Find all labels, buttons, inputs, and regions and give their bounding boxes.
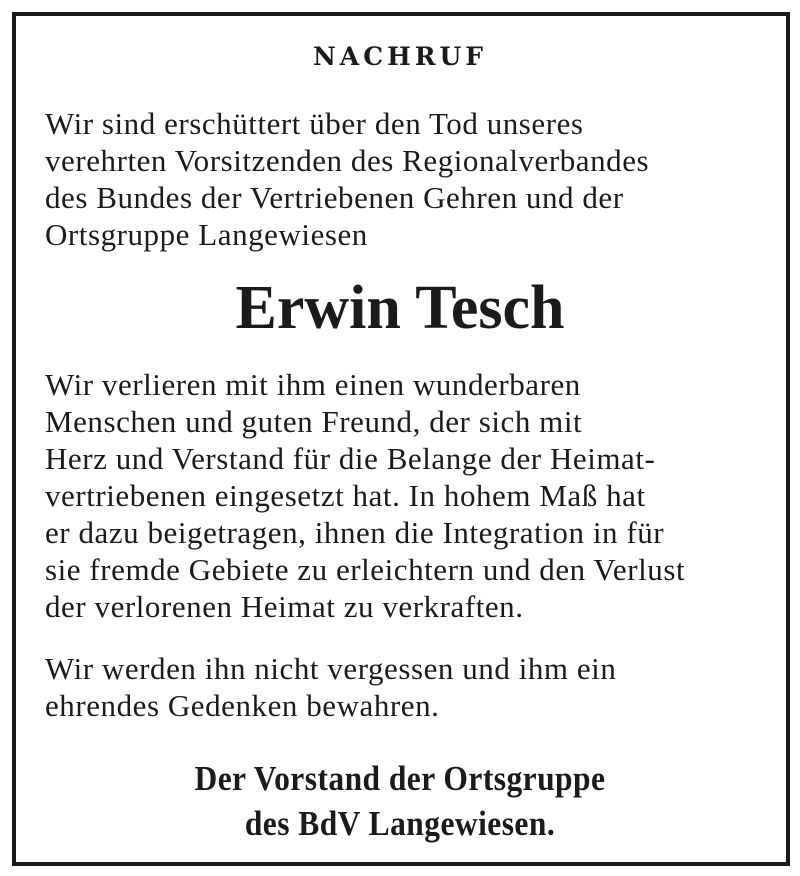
signature-block [0, 756, 800, 846]
closing-line: Wir werden ihn nicht vergessen und ihm ein [45, 651, 617, 686]
intro-line: verehrten Vorsitzenden des Regionalverbandes [45, 143, 650, 178]
intro-line: des Bundes der Vertriebenen Gehren und der [45, 180, 624, 215]
intro-paragraph [45, 105, 765, 253]
body-line: vertriebenen eingesetzt hat. In hohem Maß hat [45, 478, 646, 513]
closing-line: ehrendes Gedenken bewahren. [45, 688, 440, 723]
closing-paragraph [45, 650, 765, 724]
deceased-name: Erwin Tesch [235, 274, 565, 342]
intro-line: Ortsgruppe Langewiesen [45, 217, 368, 252]
signature-line: Der Vorstand der Ortsgruppe [194, 759, 606, 798]
intro-line: Wir sind erschüttert über den Tod unseres [45, 106, 584, 141]
signature-line: des BdV Langewiesen. [244, 804, 556, 843]
body-line: der verlorenen Heimat zu verkraften. [45, 589, 524, 624]
body-line: sie fremde Gebiete zu erleichtern und den Verlust [45, 552, 686, 587]
notice-heading: NACHRUF [312, 42, 488, 71]
body-paragraph [45, 366, 765, 625]
body-line: Wir verlieren mit ihm einen wunderbaren [45, 367, 581, 402]
body-line: Herz und Verstand für die Belange der Heimat- [45, 441, 656, 476]
body-line: er dazu beigetragen, ihnen die Integration in für [45, 515, 665, 550]
body-line: Menschen und guten Freund, der sich mit [45, 404, 583, 439]
